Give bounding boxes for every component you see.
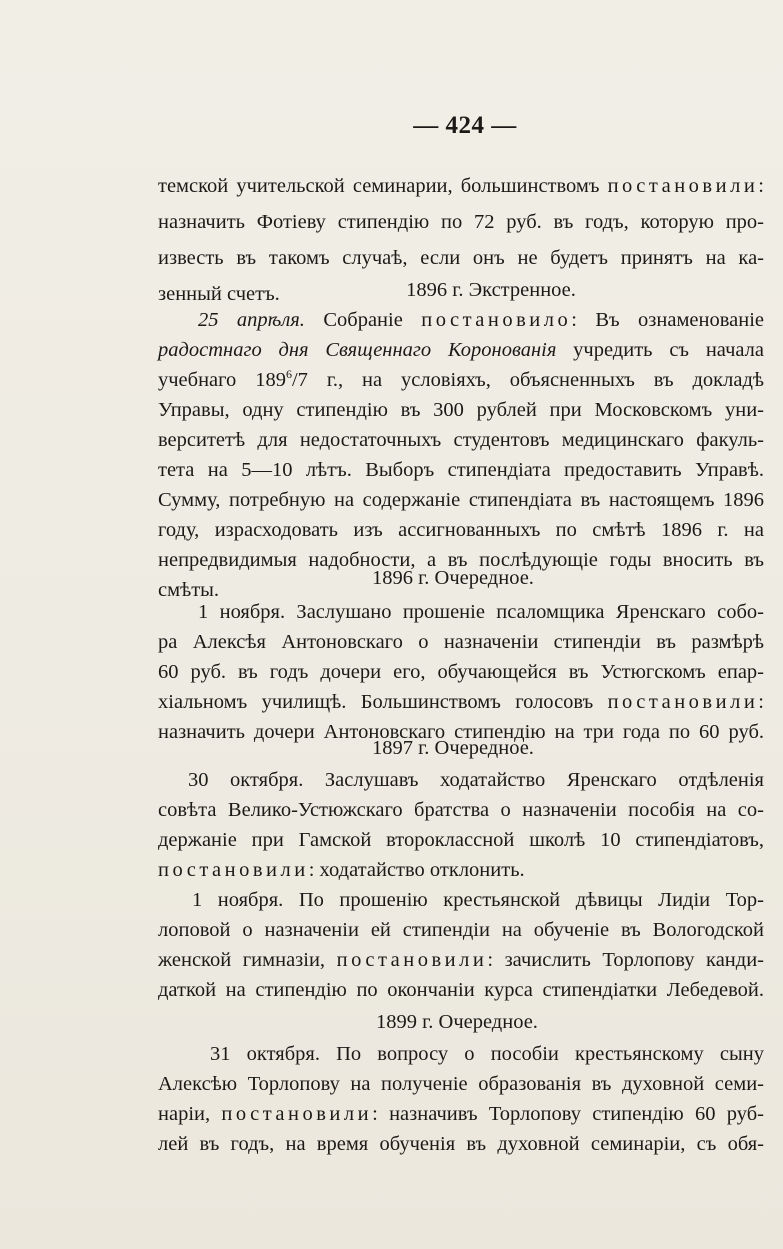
text-line: 1 ноября. По прошенію крестьянской дѣвицы Лидіи Тор- bbox=[192, 889, 764, 911]
text-run: темской учительской семинарии, большинствомъ bbox=[158, 175, 608, 197]
text-line: верситетѣ для недостаточныхъ студентовъ медицинскаго факуль- bbox=[158, 429, 764, 451]
text-line: тета на 5—10 лѣтъ. Выборъ стипендіата предоставить Управѣ. bbox=[158, 459, 764, 481]
text-run: наріи, bbox=[158, 1103, 222, 1125]
text-run: хіальномъ училищѣ. Большинствомъ голосовъ bbox=[158, 691, 608, 713]
text-line: известь въ такомъ случаѣ, если онъ не будетъ принятъ на ка- bbox=[158, 247, 764, 269]
spaced-text: постановили bbox=[221, 1103, 373, 1125]
text-line: назначить Фотіеву стипендію по 72 руб. въ годъ, которую про- bbox=[158, 211, 764, 233]
text-line bbox=[158, 854, 525, 886]
text-run: Собраніе bbox=[304, 309, 422, 331]
text-line: 31 октября. По вопросу о пособіи крестьянскому сыну bbox=[210, 1043, 764, 1065]
text-run: /7 г., на условіяхъ, объясненныхъ въ докладѣ bbox=[291, 369, 765, 391]
text-run: учредить съ начала bbox=[556, 339, 765, 361]
text-run: : bbox=[758, 175, 764, 197]
text-line: назначить дочери Антоновскаго стипендію на три года по 60 руб. bbox=[158, 721, 764, 743]
spaced-text: постановили bbox=[158, 859, 309, 881]
text-line bbox=[158, 686, 764, 718]
text-line: совѣта Велико-Устюжскаго братства о назначеніи пособія на со- bbox=[158, 799, 764, 821]
text-line: смѣты. bbox=[158, 579, 220, 601]
text-line: лоповой о назначеніи ей стипендіи на обученіе въ Вологодской bbox=[158, 919, 764, 941]
text-line: лей въ годъ, на время обученія въ духовной семинаріи, съ обя- bbox=[158, 1133, 764, 1155]
heading-text: 1896 г. Экстренное. bbox=[406, 279, 576, 301]
text-line: ра Алексѣя Антоновскаго о назначеніи стипендіи въ размѣрѣ bbox=[158, 631, 764, 653]
text-line bbox=[158, 364, 764, 396]
text-line bbox=[198, 304, 764, 336]
text-line: Сумму, потребную на содержаніе стипендіата въ настоящемъ 1896 bbox=[158, 489, 764, 511]
text-run: : ходатайство отклонить. bbox=[308, 859, 525, 881]
text-line: 1 ноября. Заслушано прошеніе псаломщика Яренскаго собо- bbox=[198, 601, 764, 623]
text-line bbox=[158, 170, 764, 202]
heading-text: 1897 г. Очередное. bbox=[372, 737, 534, 759]
italic-text: радостнаго дня Священнаго Коронованія bbox=[158, 339, 557, 361]
text-run: : Въ ознаменованіе bbox=[571, 309, 765, 331]
text-line bbox=[158, 334, 764, 366]
spaced-text: постановило bbox=[421, 309, 572, 331]
page-number: — 424 — bbox=[413, 112, 517, 139]
spaced-text: постановили bbox=[607, 691, 759, 713]
text-line: держаніе при Гамской второклассной школѣ 10 стипендіатовъ, bbox=[158, 829, 764, 851]
text-run: : назначивъ Торлопову стипендію 60 руб- bbox=[372, 1103, 764, 1125]
superscript: 6 bbox=[285, 367, 292, 381]
date-text: 25 апрѣля. bbox=[198, 309, 305, 331]
section-heading bbox=[158, 562, 764, 594]
text-line: зенный счетъ. bbox=[158, 283, 280, 305]
heading-text: 1899 г. Очередное. bbox=[376, 1011, 538, 1033]
text-line bbox=[158, 1098, 764, 1130]
text-run: : bbox=[758, 691, 764, 713]
text-line: 60 руб. въ годъ дочери его, обучающейся въ Устюгскомъ епар- bbox=[158, 661, 764, 683]
section-heading bbox=[158, 1006, 764, 1038]
text-run: женской гимназіи, bbox=[158, 949, 337, 971]
text-line: году, израсходовать изъ ассигнованныхъ по смѣтѣ 1896 г. на bbox=[158, 519, 764, 541]
text-line: непредвидимыя надобности, а въ послѣдующіе годы вносить въ bbox=[158, 549, 764, 571]
text-line bbox=[158, 944, 764, 976]
text-line: Алексѣю Торлопову на полученіе образованія въ духовной семи- bbox=[158, 1073, 764, 1095]
text-run: : зачислить Торлопову канди- bbox=[487, 949, 765, 971]
text-line: даткой на стипендію по окончаніи курса стипендіатки Лебедевой. bbox=[158, 979, 764, 1001]
text-line: Управы, одну стипендію въ 300 рублей при Московскомъ уни- bbox=[158, 399, 764, 421]
text-line: 30 октября. Заслушавъ ходатайство Яренскаго отдѣленія bbox=[188, 769, 764, 791]
spaced-text: постановили bbox=[607, 175, 759, 197]
text-run: учебнаго 189 bbox=[158, 369, 286, 391]
section-heading bbox=[158, 732, 764, 764]
heading-text: 1896 г. Очередное. bbox=[372, 567, 534, 589]
section-heading bbox=[158, 274, 764, 306]
spaced-text: постановили bbox=[336, 949, 488, 971]
